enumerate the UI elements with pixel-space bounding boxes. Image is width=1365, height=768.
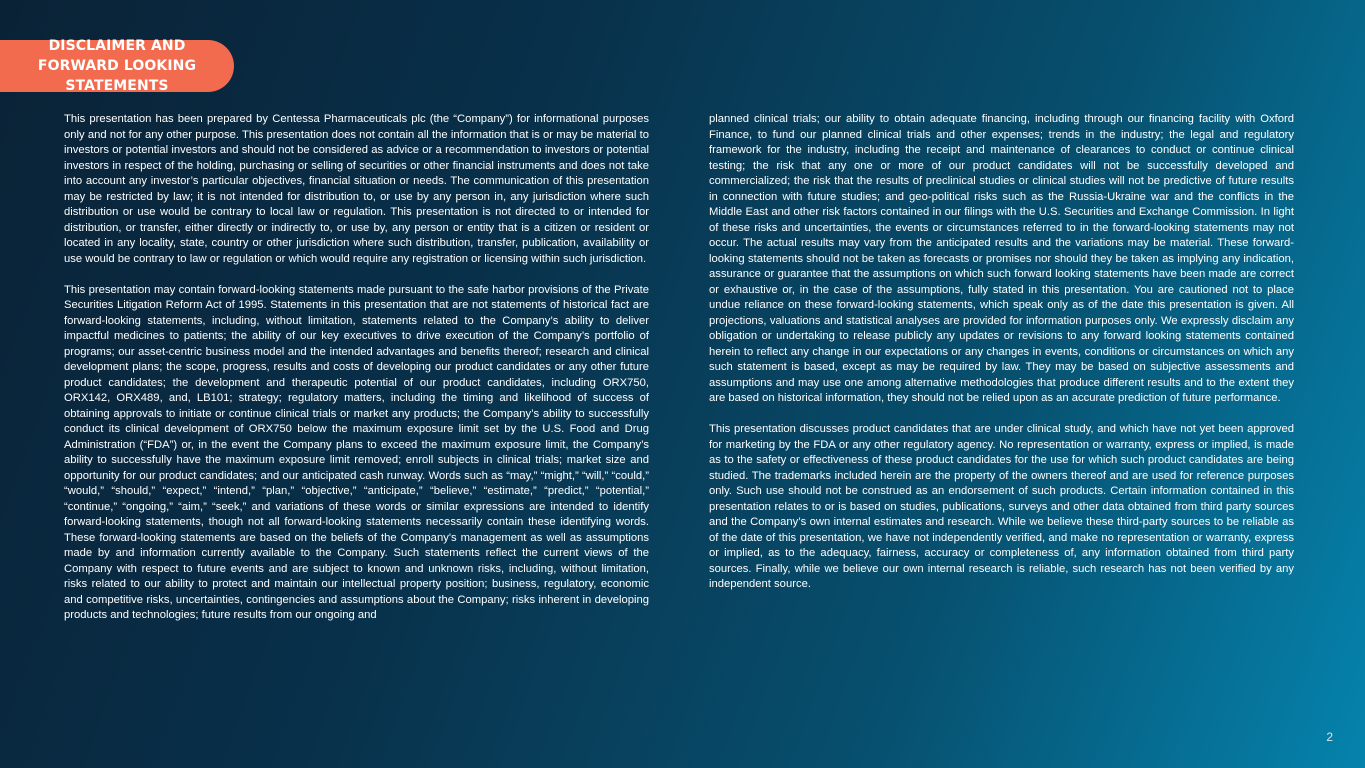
forward-looking-paragraph: This presentation may contain forward-looking statements made pursuant to the safe harbor provisions of the Private Securities Litigation Reform Act of 1995. Statements in this presentation that are not statements of historical fact are forward-looking statements, including, without limitation, statements related to the Company’s ability to deliver impactful medicines to patients; the ability of our key executives to drive execution of the Company’s portfolio of programs; our asset-centric business model and the intended advantages and benefits thereof; research and clinical development plans; the scope, progress, results and costs of developing our product candidates or any other future product candidates; the development and therapeutic potential of our product candidates, including ORX750, ORX142, ORX489, and, LB101; strategy; regulatory matters, including the timing and likelihood of success of obtaining approvals to initiate or continue clinical trials or market any products; the Company’s ability to successfully conduct its clinical development of ORX750 below the maximum exposure limit set by the U.S. Food and Drug Administration (“FDA”) or, in the event the Company plans to exceed the maximum exposure limit, the Company’s ability to successfully have the maximum exposure limit removed; enroll subjects in clinical trials; market size and opportunity for our product candidates; and our anticipated cash runway. Words such as “may,” “might,” “will,” “could,” “would,” “should,” “expect,” “intend,” “plan,” “objective,” “anticipate,” “believe,” “estimate,” “predict,” “potential,” “continue,” “ongoing,” “aim,” “seek,” and variations of these words or similar expressions are intended to identify forward-looking statements, though not all forward-looking statements necessarily contain these identifying words. These forward-looking statements are based on the beliefs of the Company's management as well as assumptions made by and information currently available to the Company. Such statements reflect the current views of the Company with respect to future events and are subject to known and unknown risks, including, without limitation, risks related to our ability to protect and maintain our intellectual property position; business, regulatory, economic and competitive risks, uncertainties, contingencies and assumptions about the Company; risks inherent in developing products and technologies; future results from our ongoing and: [64, 283, 649, 621]
page-title: DISCLAIMER AND FORWARD LOOKING STATEMENTS: [37, 38, 197, 94]
left-text-column: [64, 112, 649, 639]
right-text-column: [709, 112, 1294, 608]
section-title-badge: [0, 40, 234, 92]
disclaimer-paragraph: This presentation has been prepared by Centessa Pharmaceuticals plc (the “Company”) for informational purposes only and not for any other purpose. This presentation does not contain all the information that is or may be material to investors or potential investors and should not be considered as advice or a recommendation to investors or potential investors in respect of the holding, purchasing or selling of securities or other financial instruments and does not take into account any investor’s particular objectives, financial situation or needs. The communication of this presentation may be restricted by law; it is not intended for distribution to, or use by any person in, any jurisdiction where such distribution or use would be contrary to local law or regulation. This presentation is not directed to or intended for distribution, or transfer, either directly or indirectly to, or use by, any person or entity that is a citizen or resident or located in any locality, state, country or other jurisdiction where such distribution, transfer, publication, availability or use would be contrary to law or regulation or which would require any registration or licensing within such jurisdiction.: [64, 113, 649, 265]
product-candidates-paragraph: This presentation discusses product candidates that are under clinical study, and which have not yet been approved for marketing by the FDA or any other regulatory agency. No representation or warranty, express or implied, is made as to the safety or effectiveness of these product candidates for the use for which such product candidates are being studied. The trademarks included herein are the property of the owners thereof and are used for reference purposes only. Such use should not be construed as an endorsement of such products. Certain information contained in this presentation relates to or is based on studies, publications, surveys and other data obtained from third party sources and the Company’s own internal estimates and research. While we believe these third-party sources to be reliable as of the date of this presentation, we have not independently verified, and make no representation or warranty, express or implied, as to the adequacy, fairness, accuracy or completeness of, any information obtained from third party sources. Finally, while we believe our own internal research is reliable, such research has not been verified by any independent source.: [709, 423, 1294, 590]
page-number: 2: [1326, 730, 1333, 744]
forward-looking-continued-paragraph: planned clinical trials; our ability to obtain adequate financing, including through our financing facility with Oxford Finance, to fund our planned clinical trials and other expenses; trends in the industry; the legal and regulatory framework for the industry, including the receipt and maintenance of clearances to conduct or continue clinical testing; the risk that any one or more of our product candidates will not be successfully developed and commercialized; the risk that the results of preclinical studies or clinical studies will not be predictive of future results in connection with future studies; and geo-political risks such as the Russia-Ukraine war and the conflicts in the Middle East and other risk factors contained in our filings with the U.S. Securities and Exchange Commission. In light of these risks and uncertainties, the events or circumstances referred to in the forward-looking statements may not occur. The actual results may vary from the anticipated results and the variations may be material. These forward-looking statements should not be taken as forecasts or promises nor should they be taken as implying any indication, assurance or guarantee that the assumptions on which such forward looking statements have been made are correct or exhaustive or, in the case of the assumptions, fully stated in this presentation. You are cautioned not to place undue reliance on these forward-looking statements, which speak only as of the date this presentation is given. All projections, valuations and statistical analyses are provided for information purposes only. We expressly disclaim any obligation or undertaking to release publicly any updates or revisions to any forward looking statements contained herein to reflect any change in our expectations or any changes in events, conditions or circumstances on which any such statement is based, except as may be required by law. They may be based on subjective assessments and assumptions and may use one among alternative methodologies that produce different results and to the extent they are based on historical information, they should not be relied upon as an accurate prediction of future performance.: [709, 113, 1294, 404]
